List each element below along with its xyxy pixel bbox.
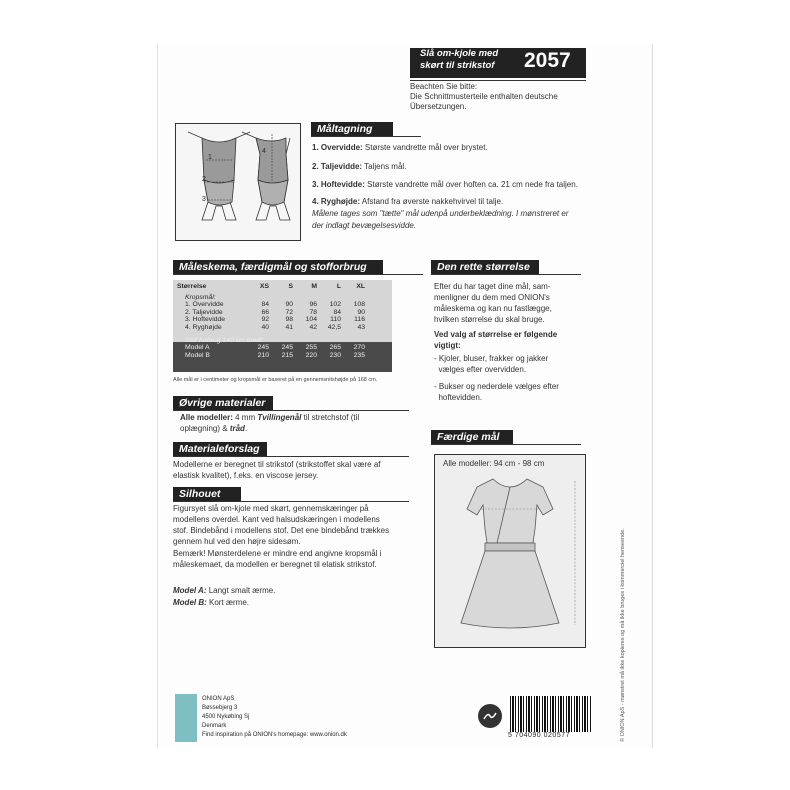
finished-measure: Alle modeller: 94 cm - 98 cm [443,459,545,468]
faerdige-rule [431,444,581,445]
bullet-1-line-1: - Kjoler, bluser, frakker og jakker [434,354,549,363]
silhouet-line-3: stof. Bindebånd i modellens stof. Det ene bindebånd trækkes [173,526,390,535]
nordic-swan-logo [478,704,502,728]
maleskema-rule [173,274,423,275]
table-row: 3. Hoftevidde 92 98 104 110 116 [185,316,365,324]
den-rette-bold-2: vigtigt: [434,341,461,350]
silhouet-line-5: Bemærk! Mønsterdelene er mindre end angivne kropsmål i [173,549,382,558]
kropsmaal-label: Kropsmål: [185,293,216,301]
pattern-number: 2057 [524,49,571,72]
barcode-number: 5 704090 020577 [508,732,570,739]
swan-icon [478,704,502,728]
table-row: 2. Taljevidde 66 72 78 84 90 [185,308,365,316]
den-rette-line-2: menligner du dem med ONION's [434,293,550,302]
pattern-envelope-back [157,44,653,748]
silhouet-rule [173,501,409,502]
den-rette-line-4: hvilken størrelse du skal bruge. [434,315,545,324]
materialeforslag-heading: Materialeforslag [173,442,267,456]
ovrige-text-1: Alle modeller: 4 mm Tvillingenål til stretchstof (til [180,413,360,422]
bullet-2-line-2: hoftevidden. [434,393,483,402]
silhouet-line-1: Figursyet slå om-kjole med skørt, gennemskæringer på [173,504,369,513]
body-figures-svg [176,124,300,240]
measure-item-3: 3. Hoftevidde: Største vandrette mål over hoften ca. 21 cm nede fra taljen. [312,180,578,189]
col-s: S [288,283,293,290]
bullet-2-line-1: - Bukser og nederdele vælges efter [434,382,559,391]
fabric-label: Stof forbrug 140 cm bredt: [185,336,264,344]
model-a-line: Model A: Langt smalt ærme. [173,586,276,595]
silhouet-line-2: modellens overdel. Kant ved halsudskæringen i modellens [173,515,380,524]
col-m: M [311,283,317,290]
den-rette-line-3: måleskema og kan nu fastlægge, [434,304,552,313]
maleskema-heading: Måleskema, færdigmål og stofforbrug [173,260,383,274]
materialeforslag-line-1: Modellerne er beregnet til strikstof (strikstoffet skal være af [173,460,381,469]
brand-swatch [175,694,197,742]
title-line-2: skørt til strikstof [420,60,495,71]
table-row: Model B 210 215 220 230 235 [185,351,365,359]
barcode [510,696,592,732]
col-xs: XS [259,283,269,290]
measurement-figure [175,123,301,241]
figure-label-1: 1 [208,154,212,161]
header-rule [410,80,586,81]
silhouet-line-4: gennem hul ved den højre sidesøm. [173,537,301,546]
german-note-1: Beachten Sie bitte: [410,82,478,91]
footer-inspiration: Find inspiration på ONION's homepage: www.onion.dk [202,732,347,738]
den-rette-line-1: Efter du har taget dine mål, sam- [434,282,551,291]
figure-label-3: 3 [202,196,206,203]
figure-label-4: 4 [262,148,266,155]
footer-city: 4500 Nykøbing Sj [202,714,250,720]
ovrige-text-2: oplægning) & tråd. [180,424,248,433]
footer-company: ONION ApS [202,696,235,702]
measure-note-1: Målene tages som "tætte" mål udenpå underbeklædning. I mønstreret er [312,209,569,218]
col-size: Størrelse [177,283,207,290]
german-note-3: Übersetzungen. [410,102,467,111]
ovrige-rule [173,410,409,411]
maltagning-heading: Måltagning [311,122,393,136]
materialeforslag-line-2: elastisk kvalitet), f.eks. en viscose jersey. [173,471,319,480]
den-rette-bold-1: Ved valg af størrelse er følgende [434,330,558,339]
title-line-1: Slå om-kjole med [420,48,499,59]
measure-item-4: 4. Ryghøjde: Afstand fra øverste nakkehvirvel til talje. [312,197,504,206]
table-row: 4. Ryghøjde 40 41 42 42,5 43 [185,323,365,331]
col-xl: XL [356,283,365,290]
measure-note-2: der indlagt bevægelsesvidde. [312,221,417,230]
faerdige-heading: Færdige mål [431,430,513,444]
den-rette-heading: Den rette størrelse [431,260,539,274]
copyright-spine: © ONION ApS - mønstret må ikke kopieres og må ikke bruges i kommerciel henseende. [620,528,626,742]
col-l: L [336,283,341,290]
silhouet-heading: Silhouet [173,487,241,501]
figure-label-2: 2 [202,176,206,183]
german-note-2: Die Schnittmusterteile enthalten deutsche [410,92,558,101]
dress-illustration [435,465,585,645]
measure-item-1: 1. Overvidde: Største vandrette mål over brystet. [312,143,488,152]
den-rette-rule [431,274,581,275]
footer-country: Denmark [202,723,227,729]
model-b-line: Model B: Kort ærme. [173,598,250,607]
table-row: 1. Overvidde 84 90 96 102 108 [185,301,365,309]
table-footnote: Alle mål er i centimeter og kropsmål er baseret på en gennemsnitshøjde på 168 cm. [173,377,378,383]
silhouet-line-6: måleskemaet, da modellen er beregnet til elatisk strikstof. [173,560,377,569]
materialeforslag-rule [173,456,409,457]
finished-dress-box [434,454,586,648]
measure-item-2: 2. Taljevidde: Taljens mål. [312,162,407,171]
size-table [173,283,365,359]
ovrige-heading: Øvrige materialer [173,396,273,410]
table-row: Model A 245 245 255 265 270 [185,344,365,352]
maltagning-rule [311,136,421,137]
bullet-1-line-2: vælges efter overvidden. [434,365,527,374]
footer-street: Bøssebjerg 3 [202,705,238,711]
